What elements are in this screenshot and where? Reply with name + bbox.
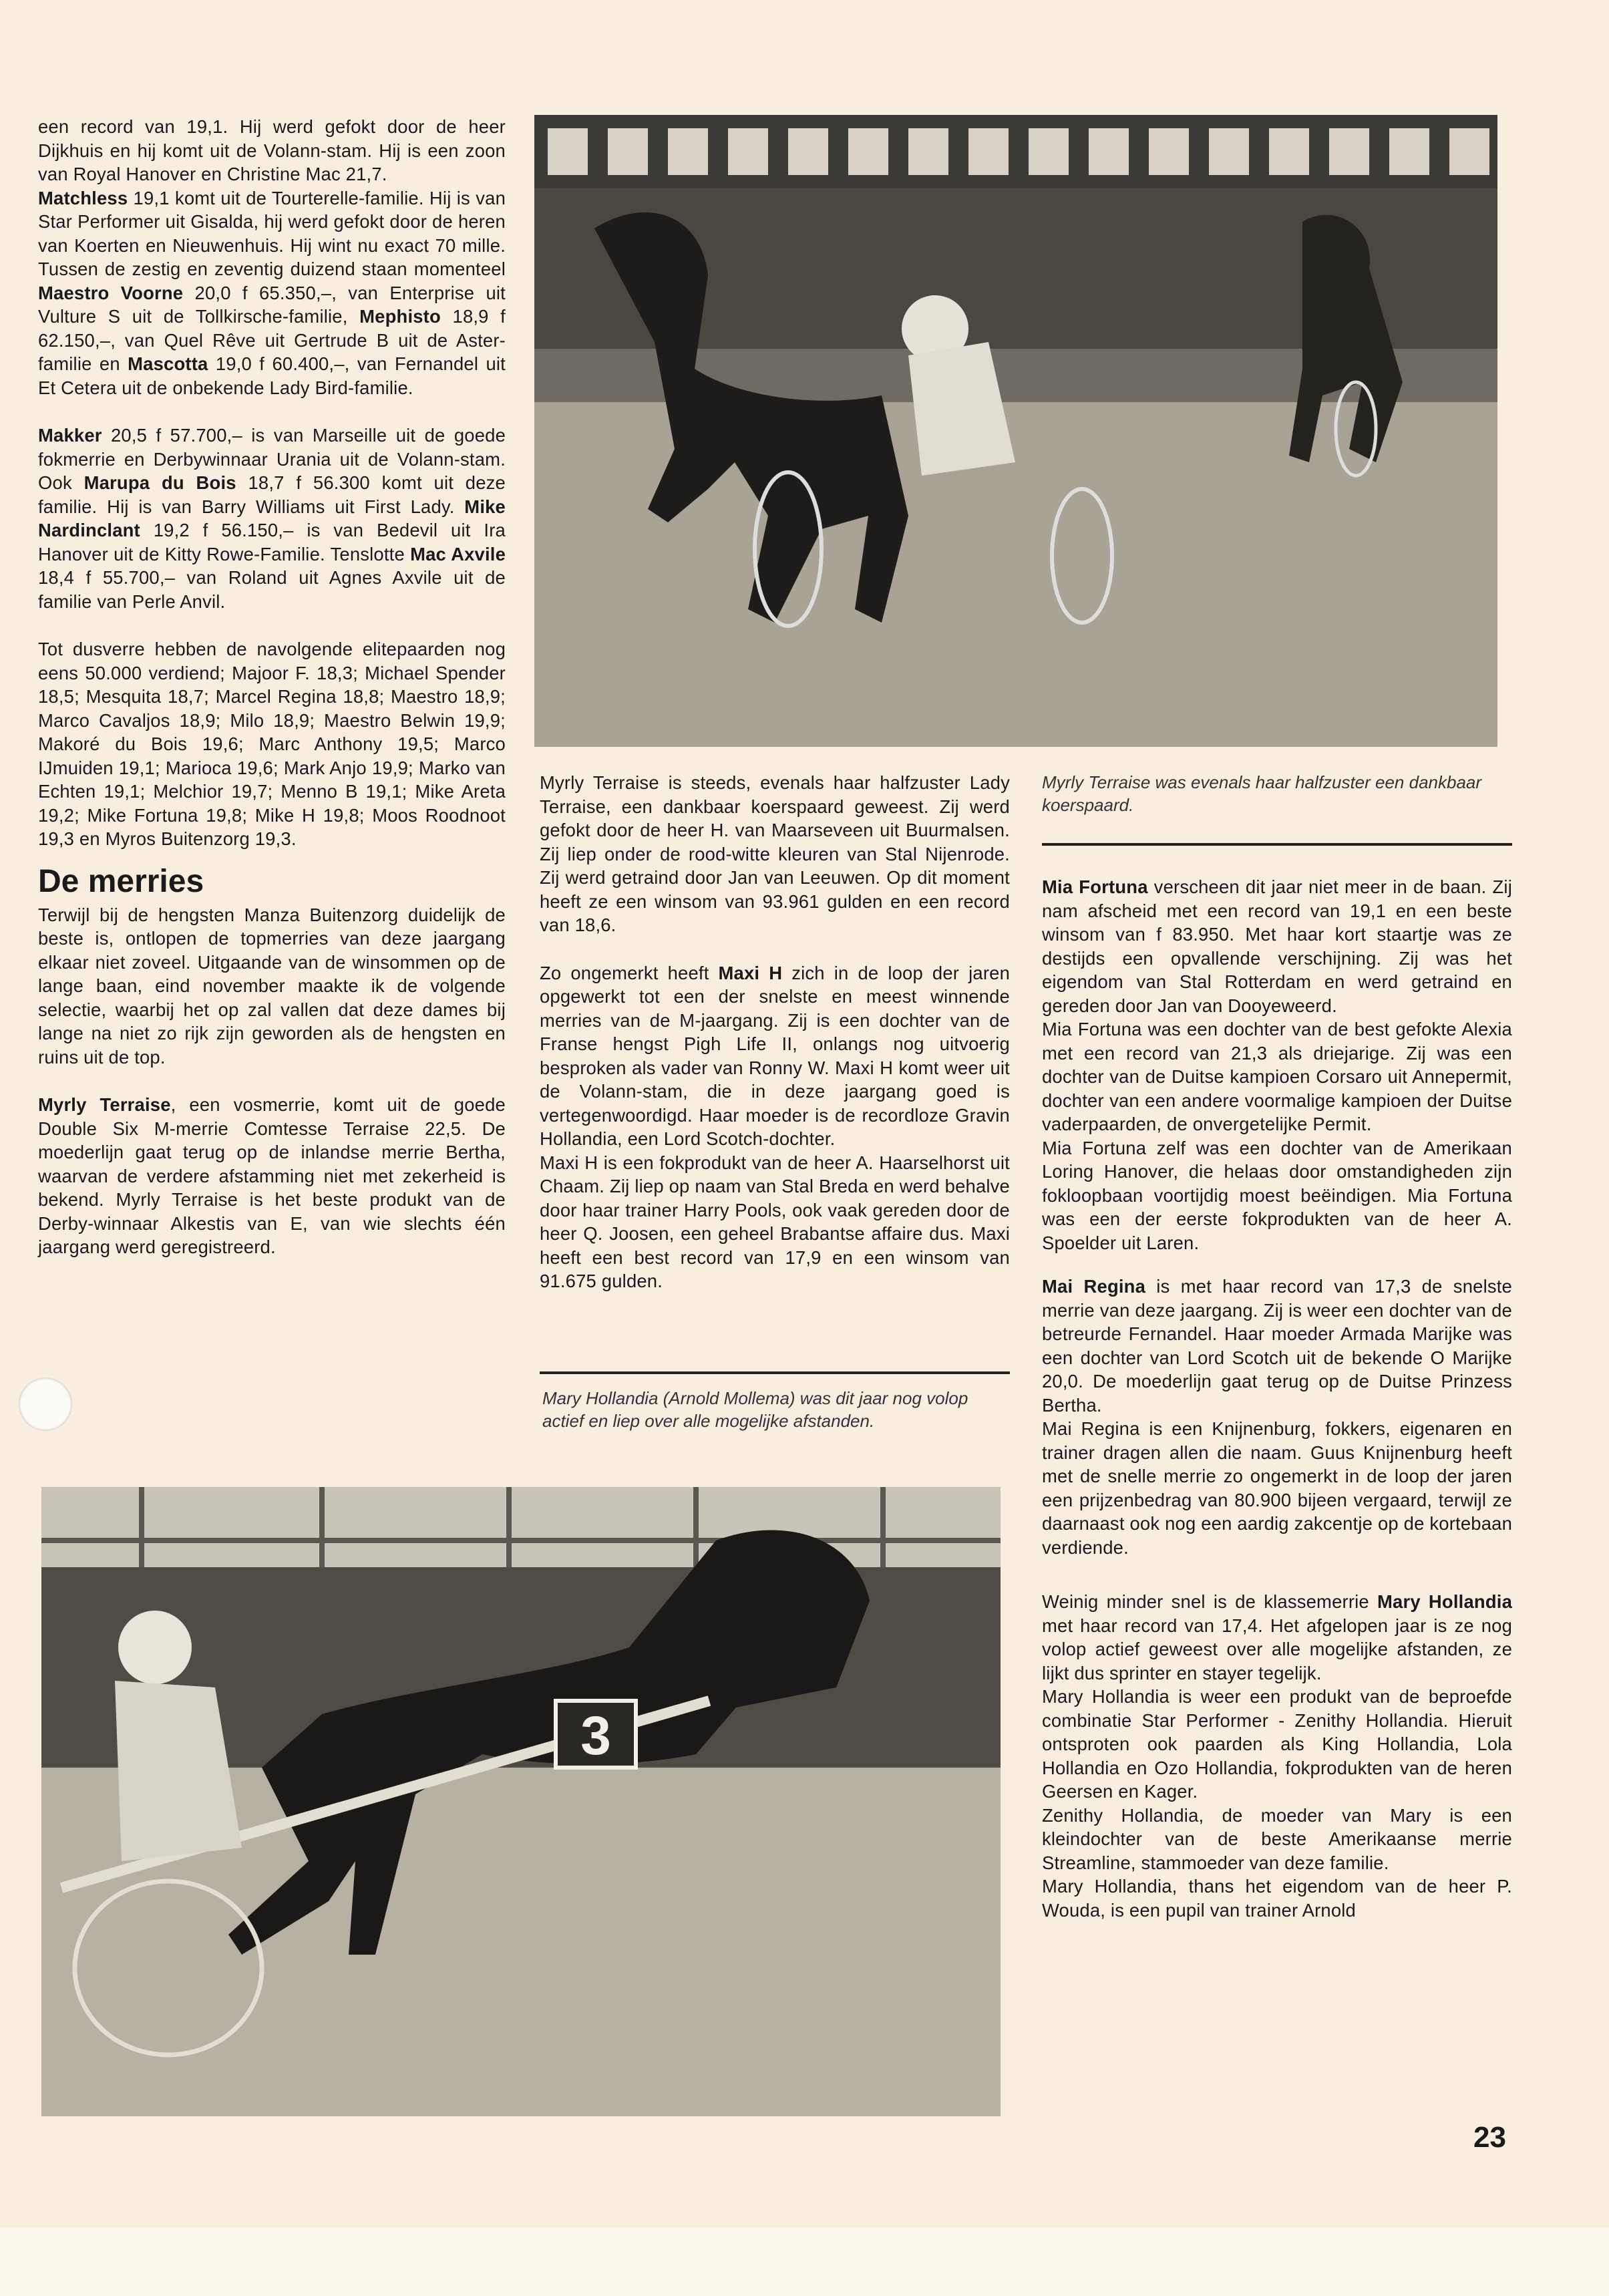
caption-divider	[1042, 843, 1512, 846]
left-column	[38, 115, 506, 1259]
race-number-plate: 3	[580, 1705, 611, 1766]
paragraph: Mia Fortuna verscheen dit jaar niet meer in de baan. Zij nam afscheid met een record van 19,1 en een beste winsom van f 83.950. Met haar kort staartje was ze destijds een opvallende verschijning. Zij was het eigendom van Stal Rotterdam en werd getraind en gereden door Jan van Dooyeweerd.	[1042, 876, 1512, 1016]
photo-image	[41, 1487, 1001, 2116]
caption-divider	[540, 1371, 1010, 1374]
page-number: 23	[1473, 2121, 1506, 2154]
paragraph: Makker 20,5 f 57.700,– is van Marseille uit de goede fokmerrie en Derbywinnaar Urania uit de Volann-stam. Ook Marupa du Bois 18,7 f 56.300 komt uit deze familie. Hij is van Barry Williams uit First Lady. Mike Nardinclant 19,2 f 56.150,– is van Bedevil uit Ira Hanover uit de Kitty Rowe-Familie. Tenslotte Mac Axvile 18,4 f 55.700,– van Roland uit Agnes Axvile uit de familie van Perle Anvil.	[38, 425, 506, 612]
paragraph: Terwijl bij de hengsten Manza Buitenzorg duidelijk de beste is, ontlopen de topmerries van deze jaargang elkaar niet zoveel. Uitgaande van de winsommen op de lange baan, eind november maakte ik de volgende selectie, waarbij het op zal vallen dat deze dames bij lange na niet zo rijk zijn geworden als de hengsten en ruins uit de top.	[38, 904, 506, 1068]
paragraph: Mai Regina is met haar record van 17,3 de snelste merrie van deze jaargang. Zij is weer een dochter van de betreurde Fernandel. Haar moeder Armada Marijke was een dochter van Lord Scotch uit de bekende O Marijke 20,0. De moederlijn gaat terug op de Duitse Prinzess Bertha.	[1042, 1276, 1512, 1416]
punch-hole	[19, 1377, 72, 1431]
paragraph: Mary Hollandia, thans het eigendom van de heer P. Wouda, is een pupil van trainer Arnold	[1042, 1876, 1512, 1921]
paragraph: Tot dusverre hebben de navolgende elitepaarden nog eens 50.000 verdiend; Majoor F. 18,3; Michael Spender 18,5; Mesquita 18,7; Marcel Regina 18,8; Maestro 18,9; Marco Cavaljos 18,9; Milo 18,9; Maestro Belwin 19,9; Makoré du Bois 19,6; Marc Anthony 19,5; Marco IJmuiden 19,1; Marioca 19,6; Mark Anjo 19,9; Marko van Echten 19,1; Melchior 19,7; Menno B 19,1; Mike Areta 19,2; Mike Fortuna 19,8; Mike H 19,8; Moos Roodnoot 19,3 en Myros Buitenzorg 19,3.	[38, 639, 506, 849]
middle-column	[540, 771, 1010, 1293]
page-margin	[0, 2228, 1609, 2296]
paragraph: Maxi H is een fokprodukt van de heer A. Haarselhorst uit Chaam. Zij liep op naam van Stal Breda en werd behalve door haar trainer Harry Pools, ook vaak gereden door de heer Q. Joosen, een geheel Brabantse affaire dus. Maxi heeft een best record van 17,9 en een winsom van 91.675 gulden.	[540, 1152, 1010, 1291]
paragraph: Zenithy Hollandia, de moeder van Mary is een kleindochter van de beste Amerikaanse merrie Streamline, stammoeder van deze familie.	[1042, 1804, 1512, 1873]
right-column	[1042, 875, 1512, 1922]
paragraph: Mai Regina is een Knijnenburg, fokkers, eigenaren en trainer dragen allen die naam. Guus Knijnenburg heeft met de snelle merrie zo ongemerkt in de loop der jaren een prijzenbedrag van 80.900 bijeen vergaard, terwijl ze daarnaast ook nog een aardig zakcentje op de kortebaan verdiende.	[1042, 1418, 1512, 1558]
photo-horse-sulky-number-3	[41, 1487, 1001, 2116]
photo-caption-top: Myrly Terraise was evenals haar halfzuster een dankbaar koerspaard.	[1042, 772, 1482, 815]
photo-trotting-race-track	[534, 115, 1497, 747]
paragraph: Myrly Terraise, een vosmerrie, komt uit de goede Double Six M-merrie Comtesse Terraise 22,5. De moederlijn gaat terug op de inlandse merrie Bertha, waarvan de verdere afstamming niet met zekerheid is bekend. Myrly Terraise is het beste produkt van de Derby-winnaar Alkestis van E, van wie slechts één jaargang werd geregistreerd.	[38, 1094, 506, 1257]
photo-image	[534, 115, 1497, 747]
paragraph: Zo ongemerkt heeft Maxi H zich in de loop der jaren opgewerkt tot een der snelste en meest winnende merries van de M-jaargang. Zij is een dochter van de Franse hengst Pigh Life II, onlangs nog uitvoerig besproken als vader van Ronny W. Maxi H komt weer uit de Volann-stam, die in deze jaargang goed is vertegenwoordigd. Haar moeder is de recordloze Gravin Hollandia, een Lord Scotch-dochter.	[540, 962, 1011, 1149]
paragraph: Myrly Terraise is steeds, evenals haar halfzuster Lady Terraise, een dankbaar koerspaard geweest. Zij werd gefokt door de heer H. van Maarseveen uit Buurmalsen. Zij liep onder de rood-witte kleuren van Stal Nijenrode. Zij werd getraind door Jan van Leeuwen. Op dit moment heeft ze een winsom van 93.961 gulden en een record van 18,6.	[540, 772, 1010, 935]
paragraph: Mary Hollandia is weer een produkt van de beproefde combinatie Star Performer - Zenithy Hollandia. Hieruit ontsproten ook paarden als King Hollandia, Lola Hollandia en Ozo Hollandia, fokprodukten van de heren Geersen en Kager.	[1042, 1686, 1512, 1802]
photo-caption-bottom: Mary Hollandia (Arnold Mollema) was dit jaar nog volop actief en liep over alle mogelijke afstanden.	[542, 1388, 968, 1431]
section-heading: De merries	[38, 863, 204, 899]
paragraph: Weinig minder snel is de klassemerrie Mary Hollandia met haar record van 17,4. Het afgelopen jaar is ze nog volop actief geweest over alle mogelijke afstanden, ze lijkt dus sprinter en stayer tegelijk.	[1042, 1591, 1512, 1683]
paragraph: een record van 19,1. Hij werd gefokt door de heer Dijkhuis en hij komt uit de Volann-stam. Hij is een zoon van Royal Hanover en Christine Mac 21,7. Matchless 19,1 komt uit de Tourterelle-familie. Hij is van Star Performer uit Gisalda, hij werd gefokt door de heren van Koerten en Nieuwenhuis. Hij wint nu exact 70 mille. Tussen de zestig en zeventig duizend staan momenteel Maestro Voorne 20,0 f 65.350,–, van Enterprise uit Vulture S uit de Tollkirsche-familie, Mephisto 18,9 f 62.150,–, van Quel Rêve uit Gertrude B uit de Aster-familie en Mascotta 19,0 f 60.400,–, van Fernandel uit Et Cetera uit de onbekende Lady Bird-familie.	[38, 116, 506, 398]
paragraph: Mia Fortuna zelf was een dochter van de Amerikaan Loring Hanover, die helaas door omstandigheden zijn fokloopbaan voortijdig moest beëindigen. Mia Fortuna was een der eerste fokprodukten van de heer A. Spoelder uit Laren.	[1042, 1137, 1512, 1253]
paragraph: Mia Fortuna was een dochter van de best gefokte Alexia met een record van 21,3 als driejarige. Zij was een dochter van de Duitse kampioen Corsaro uit Annepermit, dochter van een andere voormalige kampioen der Duitse vaderpaarden, de onvergetelijke Permit.	[1042, 1019, 1512, 1134]
